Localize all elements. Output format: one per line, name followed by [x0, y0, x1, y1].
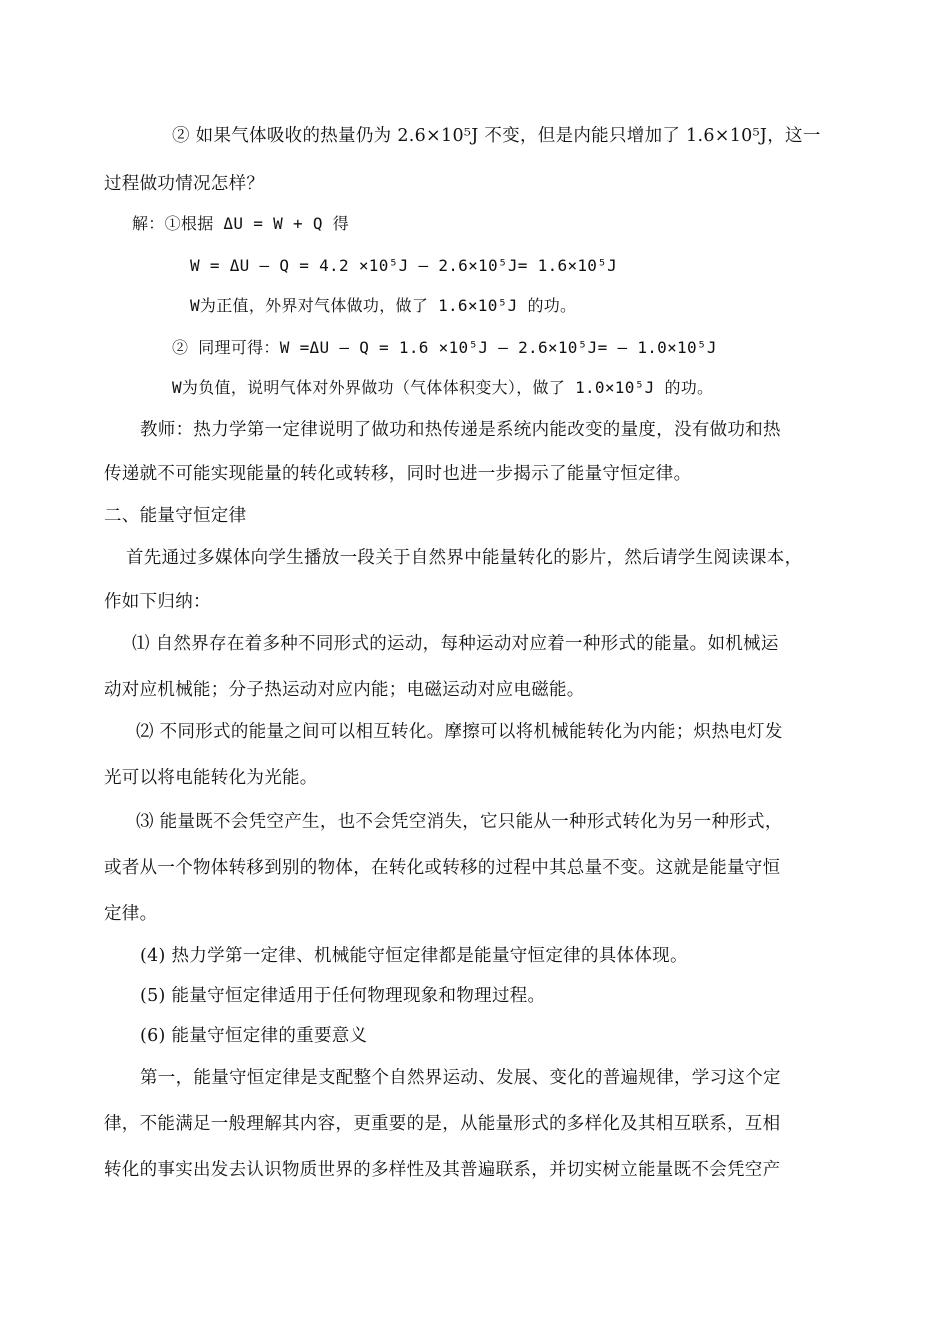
point-2-line-2: 光可以将电能转化为光能。	[104, 768, 318, 788]
point-3-line-3: 定律。	[104, 904, 158, 924]
solution-1-conclusion: W为正值，外界对气体做功，做了 1.6×10⁵J 的功。	[190, 296, 577, 315]
point-4: (4) 热力学第一定律、机械能守恒定律都是能量守恒定律的具体体现。	[140, 946, 688, 966]
significance-line-3: 转化的事实出发去认识物质世界的多样性及其普遍联系，并切实树立能量既不会凭空产	[104, 1160, 781, 1180]
question-2-line-1: ② 如果气体吸收的热量仍为 2.6×10⁵J 不变，但是内能只增加了 1.6×10⁵J，这一	[172, 126, 821, 146]
teacher-remark-line-1: 教师：热力学第一定律说明了做功和热传递是系统内能改变的量度，没有做功和热	[140, 420, 781, 440]
teacher-remark-line-2: 传递就不可能实现能量的转化或转移，同时也进一步揭示了能量守恒定律。	[104, 464, 692, 484]
section-heading: 二、能量守恒定律	[104, 506, 247, 526]
solution-1-equation: W = ΔU — Q = 4.2 ×10⁵J — 2.6×10⁵J= 1.6×10⁵J	[190, 256, 618, 275]
significance-line-2: 律，不能满足一般理解其内容，更重要的是，从能量形式的多样化及其相互联系，互相	[104, 1114, 781, 1134]
intro-line-2: 作如下归纳：	[104, 592, 211, 612]
solution-2-equation: ② 同理可得：W =ΔU — Q = 1.6 ×10⁵J — 2.6×10⁵J= — 1.0×10⁵J	[172, 338, 717, 357]
intro-line-1: 首先通过多媒体向学生播放一段关于自然界中能量转化的影片，然后请学生阅读课本，	[126, 548, 803, 568]
point-6: (6) 能量守恒定律的重要意义	[140, 1026, 368, 1046]
point-1-line-1: ⑴ 自然界存在着多种不同形式的运动，每种运动对应着一种形式的能量。如机械运	[132, 634, 779, 654]
point-1-line-2: 动对应机械能；分子热运动对应内能；电磁运动对应电磁能。	[104, 680, 585, 700]
point-3-line-1: ⑶ 能量既不会凭空产生，也不会凭空消失，它只能从一种形式转化为另一种形式，	[136, 812, 783, 832]
point-3-line-2: 或者从一个物体转移到别的物体，在转化或转移的过程中其总量不变。这就是能量守恒	[104, 858, 781, 878]
question-2-line-2: 过程做功情况怎样？	[104, 174, 265, 194]
solution-heading: 解：①根据 ΔU = W + Q 得	[132, 214, 349, 233]
point-5: (5) 能量守恒定律适用于任何物理现象和物理过程。	[140, 986, 546, 1006]
point-2-line-1: ⑵ 不同形式的能量之间可以相互转化。摩擦可以将机械能转化为内能；炽热电灯发	[136, 722, 783, 742]
significance-line-1: 第一，能量守恒定律是支配整个自然界运动、发展、变化的普遍规律，学习这个定	[140, 1068, 781, 1088]
solution-2-conclusion: W为负值，说明气体对外界做功（气体体积变大），做了 1.0×10⁵J 的功。	[172, 378, 714, 397]
